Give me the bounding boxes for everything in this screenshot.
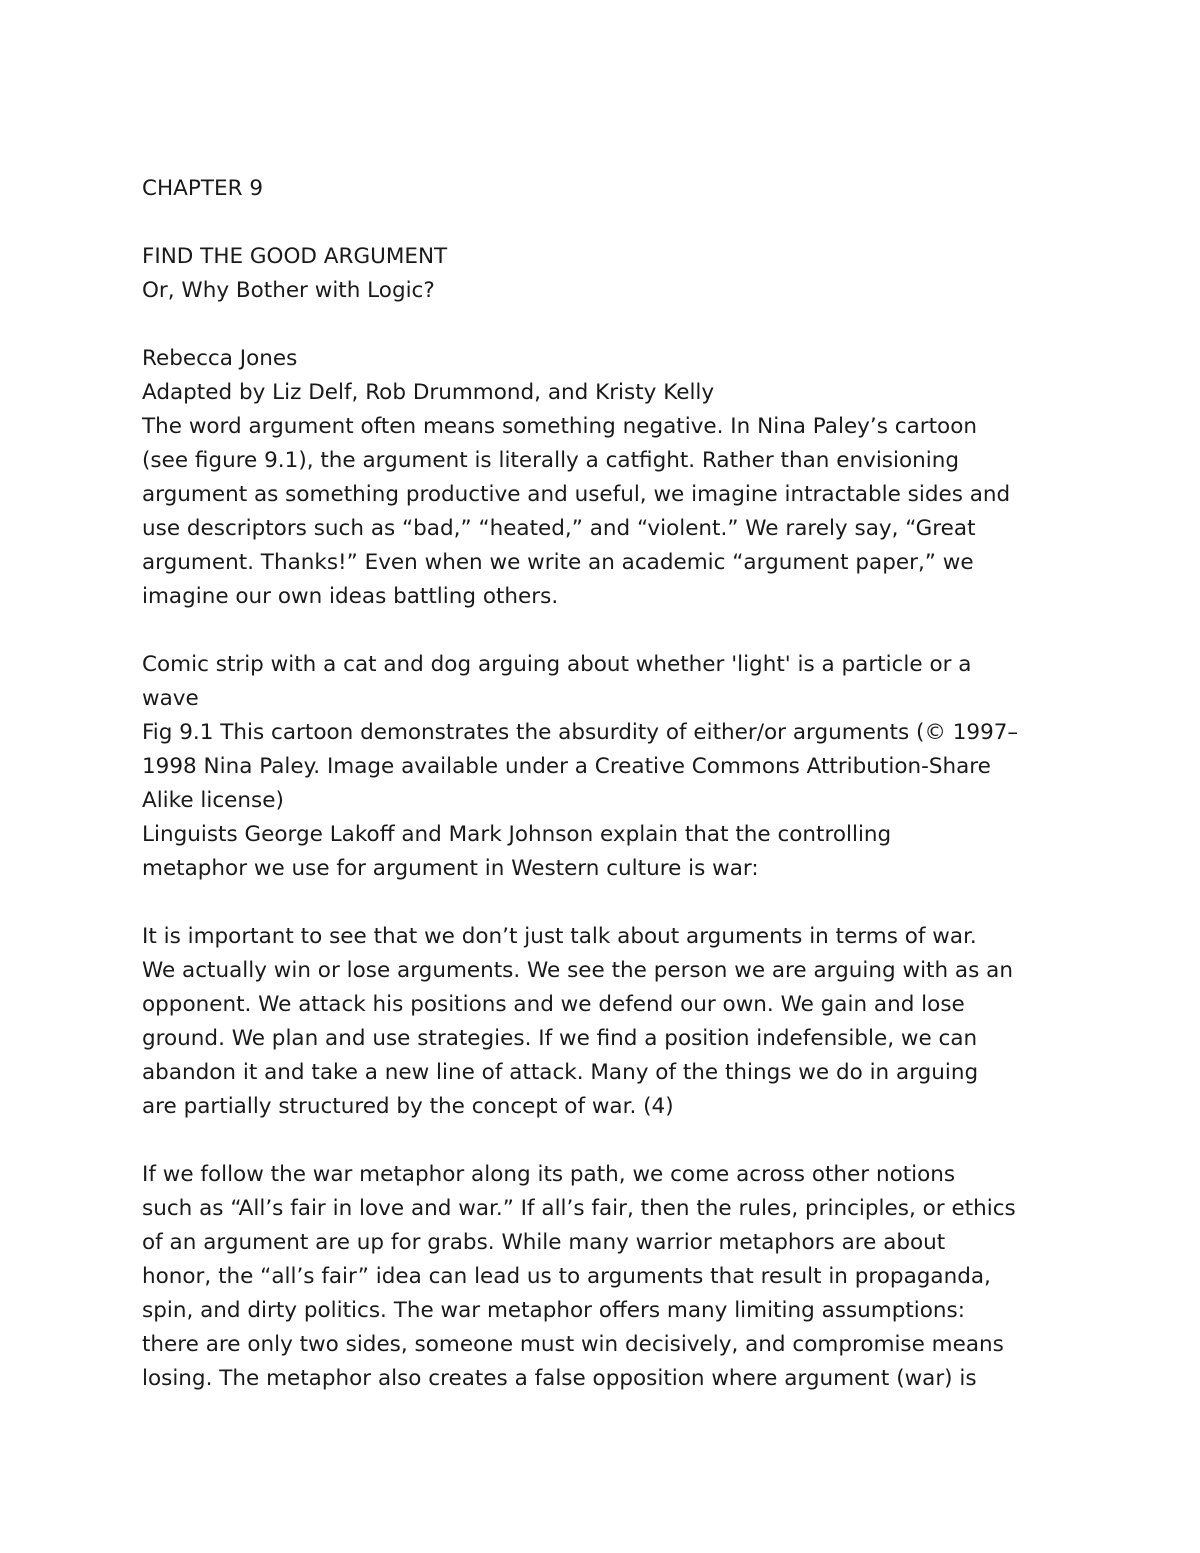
- text-line: such as “All’s fair in love and war.” If all’s fair, then the rules, principles, or ethics: [142, 1196, 1016, 1221]
- text-line: losing. The metaphor also creates a false opposition where argument (war) is: [142, 1366, 977, 1391]
- war-metaphor-paragraph: [142, 1158, 1072, 1396]
- chapter-subtitle: Or, Why Bother with Logic?: [142, 278, 435, 303]
- text-line: We actually win or lose arguments. We see the person we are arguing with as an: [142, 958, 1013, 983]
- spacer: [142, 886, 1072, 920]
- lakoff-intro-paragraph: [142, 818, 1072, 886]
- text-line: Fig 9.1 This cartoon demonstrates the absurdity of either/or arguments (© 1997–: [142, 720, 1019, 745]
- author-name: Rebecca Jones: [142, 346, 298, 371]
- spacer: [142, 1124, 1072, 1158]
- adapted-by: Adapted by Liz Delf, Rob Drummond, and Kristy Kelly: [142, 380, 715, 405]
- text-line: 1998 Nina Paley. Image available under a Creative Commons Attribution-Share: [142, 754, 991, 779]
- text-line: The word argument often means something negative. In Nina Paley’s cartoon: [142, 414, 977, 439]
- text-line: Alike license): [142, 788, 284, 813]
- text-line: It is important to see that we don’t just talk about arguments in terms of war.: [142, 924, 977, 949]
- text-line: wave: [142, 686, 199, 711]
- text-line: of an argument are up for grabs. While many warrior metaphors are about: [142, 1230, 946, 1255]
- chapter-label: CHAPTER 9: [142, 176, 264, 201]
- text-line: argument. Thanks!” Even when we write an academic “argument paper,” we: [142, 550, 974, 575]
- text-line: Linguists George Lakoff and Mark Johnson explain that the controlling: [142, 822, 892, 847]
- text-line: spin, and dirty politics. The war metaphor offers many limiting assumptions:: [142, 1298, 965, 1323]
- text-line: Comic strip with a cat and dog arguing about whether 'light' is a particle or a: [142, 652, 972, 677]
- text-line: argument as something productive and useful, we imagine intractable sides and: [142, 482, 1011, 507]
- intro-paragraph: [142, 410, 1072, 614]
- text-line: opponent. We attack his positions and we defend our own. We gain and lose: [142, 992, 965, 1017]
- text-line: are partially structured by the concept of war. (4): [142, 1094, 674, 1119]
- text-line: If we follow the war metaphor along its path, we come across other notions: [142, 1162, 956, 1187]
- text-line: there are only two sides, someone must win decisively, and compromise means: [142, 1332, 1004, 1357]
- spacer: [142, 206, 1072, 240]
- figure-caption: [142, 716, 1072, 818]
- text-line: metaphor we use for argument in Western culture is war:: [142, 856, 759, 881]
- spacer: [142, 614, 1072, 648]
- text-line: use descriptors such as “bad,” “heated,” and “violent.” We rarely say, “Great: [142, 516, 976, 541]
- chapter-title: FIND THE GOOD ARGUMENT: [142, 244, 448, 269]
- document-page: [142, 172, 1072, 1396]
- block-quote: [142, 920, 1072, 1124]
- text-line: (see figure 9.1), the argument is literally a catfight. Rather than envisioning: [142, 448, 959, 473]
- spacer: [142, 308, 1072, 342]
- text-line: ground. We plan and use strategies. If we find a position indefensible, we can: [142, 1026, 978, 1051]
- text-line: imagine our own ideas battling others.: [142, 584, 559, 609]
- text-line: honor, the “all’s fair” idea can lead us to arguments that result in propaganda,: [142, 1264, 991, 1289]
- text-line: abandon it and take a new line of attack. Many of the things we do in arguing: [142, 1060, 979, 1085]
- figure-alt-text: [142, 648, 1072, 716]
